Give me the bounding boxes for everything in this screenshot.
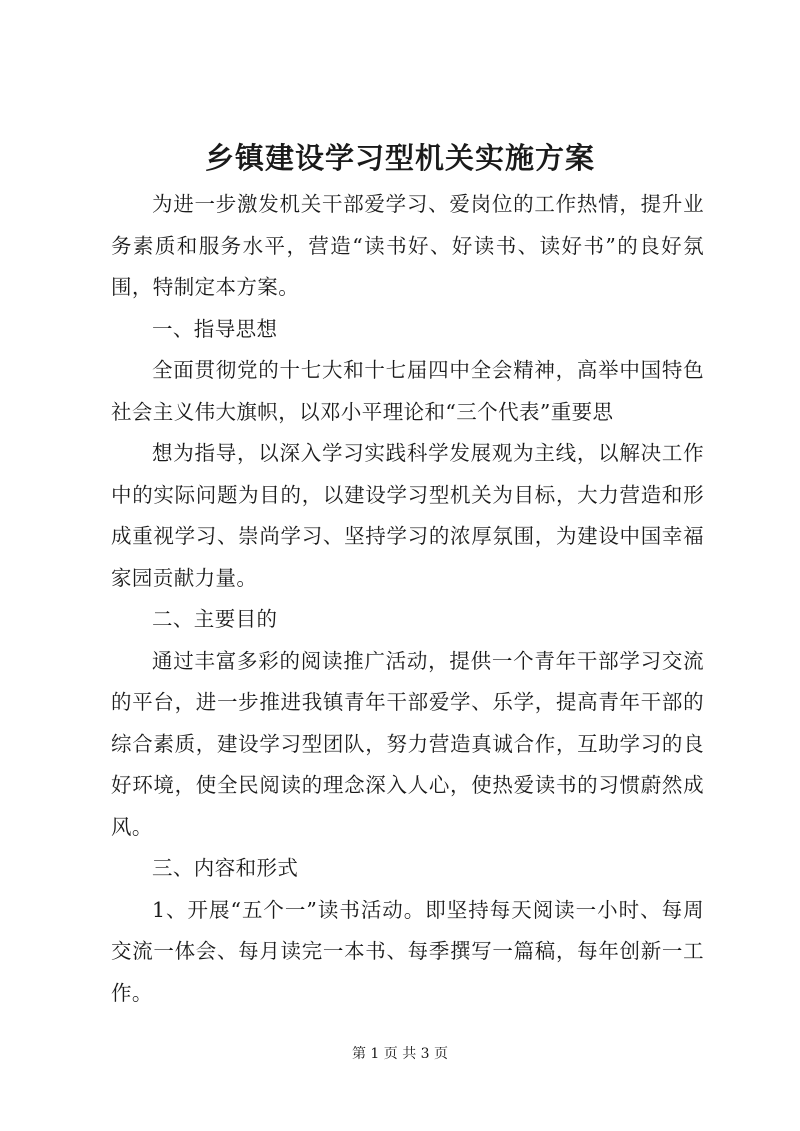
section-heading-guiding-ideology: 一、指导思想 — [152, 316, 278, 341]
content-item-1-paragraph: 1、开展“五个一”读书活动。即坚持每天阅读一小时、每周交流一体会、每月读完一本书、每季撰写一篇稿，每年创新一工作。 — [111, 897, 704, 1005]
section-heading-main-purpose: 二、主要目的 — [152, 607, 278, 631]
section-heading-content-and-form: 三、内容和形式 — [152, 856, 299, 880]
guiding-ideology-continuation: 想为指导，以深入学习实践科学发展观为主线，以解决工作中的实际问题为目的，以建设学习型机关为目标，大力营造和形成重视学习、崇尚学习、坚持学习的浓厚氛围，为建设中国幸福家园贡献力量。 — [111, 441, 704, 590]
document-body — [111, 184, 704, 1014]
main-purpose-paragraph: 通过丰富多彩的阅读推广活动，提供一个青年干部学习交流的平台，进一步推进我镇青年干部爱学、乐学，提高青年干部的综合素质，建设学习型团队，努力营造真诚合作，互助学习的良好环境，使全民阅读的理念深入人心，使热爱读书的习惯蔚然成风。 — [111, 648, 704, 839]
page-number-footer: 第 1 页 共 3 页 — [351, 1046, 449, 1062]
intro-paragraph: 为进一步激发机关干部爱学习、爱岗位的工作热情，提升业务素质和服务水平，营造“读书好、好读书、读好书”的良好氛围，特制定本方案。 — [111, 192, 704, 299]
guiding-ideology-paragraph: 全面贯彻党的十七大和十七届四中全会精神，高举中国特色社会主义伟大旗帜，以邓小平理论和“三个代表”重要思 — [111, 358, 704, 424]
document-title: 乡镇建设学习型机关实施方案 — [204, 141, 595, 175]
